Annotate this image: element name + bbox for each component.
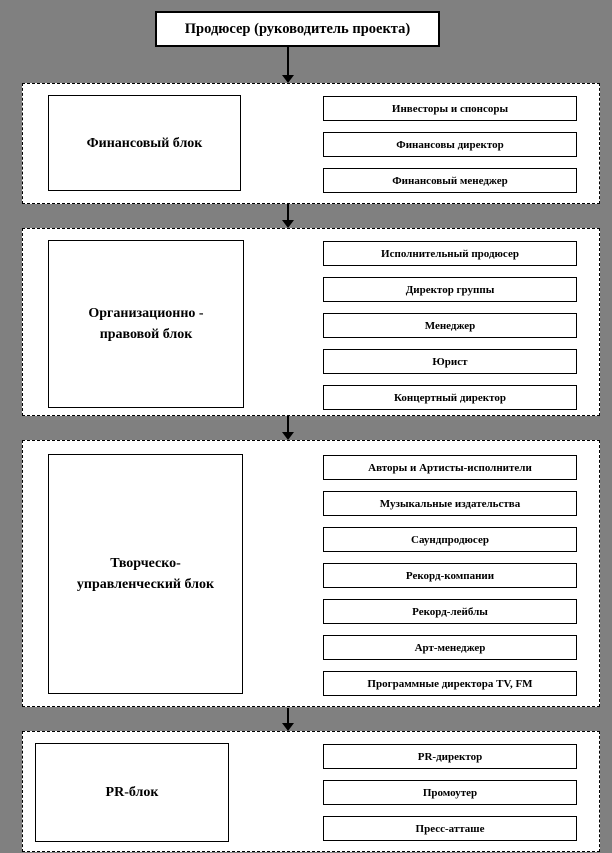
- arrow-head-icon: [282, 723, 294, 731]
- producer-box: [155, 11, 440, 47]
- section-organizational-legal: [22, 228, 600, 416]
- down-arrow-icon: [281, 46, 295, 83]
- arrow-line: [287, 204, 289, 220]
- down-arrow-icon: [281, 416, 295, 440]
- section-title-box: [48, 95, 241, 191]
- role-box: Саундпродюсер: [323, 527, 577, 552]
- section-items: [323, 744, 577, 841]
- section-title: PR-блок: [105, 785, 159, 800]
- arrow-head-icon: [282, 432, 294, 440]
- role-box: Рекорд-лейблы: [323, 599, 577, 624]
- section-title: Творческо-управленческий блок: [76, 556, 215, 592]
- producer-label: Продюсер (руководитель проекта): [184, 20, 411, 37]
- role-box: Концертный директор: [323, 385, 577, 410]
- role-box: Юрист: [323, 349, 577, 374]
- role-box: Музыкальные издательства: [323, 491, 577, 516]
- arrow-line: [287, 46, 289, 75]
- role-box: Исполнительный продюсер: [323, 241, 577, 266]
- role-box: Рекорд-компании: [323, 563, 577, 588]
- arrow-head-icon: [282, 75, 294, 83]
- role-box: Программные директора TV, FM: [323, 671, 577, 696]
- arrow-head-icon: [282, 220, 294, 228]
- section-creative-management: [22, 440, 600, 707]
- section-title-box: [48, 454, 243, 694]
- section-items: [323, 241, 577, 410]
- section-financial: [22, 83, 600, 204]
- section-pr: [22, 731, 600, 852]
- role-box: Промоутер: [323, 780, 577, 805]
- role-box: PR-директор: [323, 744, 577, 769]
- down-arrow-icon: [281, 708, 295, 731]
- section-items: [323, 455, 577, 696]
- role-box: Менеджер: [323, 313, 577, 338]
- section-items: [323, 96, 577, 193]
- role-box: Авторы и Артисты-исполнители: [323, 455, 577, 480]
- role-box: Арт-менеджер: [323, 635, 577, 660]
- role-box: Пресс-атташе: [323, 816, 577, 841]
- section-title-box: [35, 743, 229, 842]
- section-title-box: [48, 240, 244, 408]
- arrow-line: [287, 708, 289, 723]
- section-title: Финансовый блок: [86, 135, 203, 151]
- arrow-line: [287, 416, 289, 432]
- role-box: Финансовый менеджер: [323, 168, 577, 193]
- role-box: Директор группы: [323, 277, 577, 302]
- down-arrow-icon: [281, 204, 295, 228]
- role-box: Финансовы директор: [323, 132, 577, 157]
- section-title: Организационно - правовой блок: [88, 306, 204, 342]
- role-box: Инвесторы и спонсоры: [323, 96, 577, 121]
